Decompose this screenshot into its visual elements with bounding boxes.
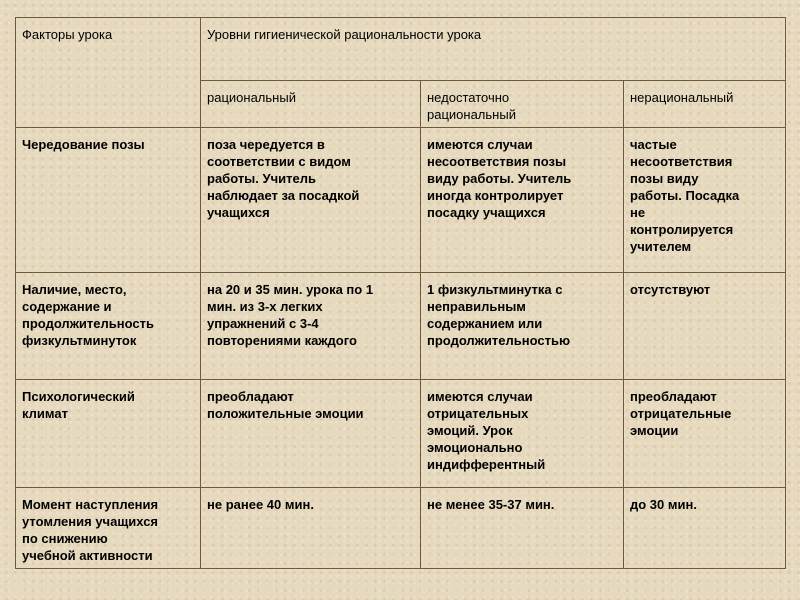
- table-cell: преобладают положительные эмоции: [201, 380, 421, 488]
- table-cell: не ранее 40 мин.: [201, 488, 421, 569]
- header-factors: Факторы урока: [16, 18, 201, 128]
- hygiene-table: [15, 17, 786, 569]
- table-row: [16, 380, 786, 488]
- header-rational: рациональный: [201, 81, 421, 128]
- header-levels: Уровни гигиенической рациональности урока: [201, 18, 786, 81]
- table-cell: на 20 и 35 мин. урока по 1 мин. из 3-х легких упражнений с 3-4 повторениями каждого: [201, 273, 421, 380]
- table-row: [16, 128, 786, 273]
- table-cell: преобладают отрицательные эмоции: [624, 380, 786, 488]
- row-factor: Момент наступления утомления учащихся по снижению учебной активности: [16, 488, 201, 569]
- table-row: [16, 273, 786, 380]
- table-cell: имеются случаи несоответствия позы виду работы. Учитель иногда контролирует посадку учащихся: [421, 128, 624, 273]
- header-insufficiently-rational: недостаточно рациональный: [421, 81, 624, 128]
- table-cell: не менее 35-37 мин.: [421, 488, 624, 569]
- table-row: [16, 488, 786, 569]
- table-cell: 1 физкультминутка с неправильным содержанием или продолжительностью: [421, 273, 624, 380]
- header-irrational: нерациональный: [624, 81, 786, 128]
- row-factor: Психологический климат: [16, 380, 201, 488]
- row-factor: Чередование позы: [16, 128, 201, 273]
- table-cell: отсутствуют: [624, 273, 786, 380]
- header-row-main: [16, 18, 786, 81]
- table-cell: до 30 мин.: [624, 488, 786, 569]
- table-cell: поза чередуется в соответствии с видом работы. Учитель наблюдает за посадкой учащихся: [201, 128, 421, 273]
- table-cell: имеются случаи отрицательных эмоций. Урок эмоционально индифферентный: [421, 380, 624, 488]
- row-factor: Наличие, место, содержание и продолжительность физкультминуток: [16, 273, 201, 380]
- table-cell: частые несоответствия позы виду работы. Посадка не контролируется учителем: [624, 128, 786, 273]
